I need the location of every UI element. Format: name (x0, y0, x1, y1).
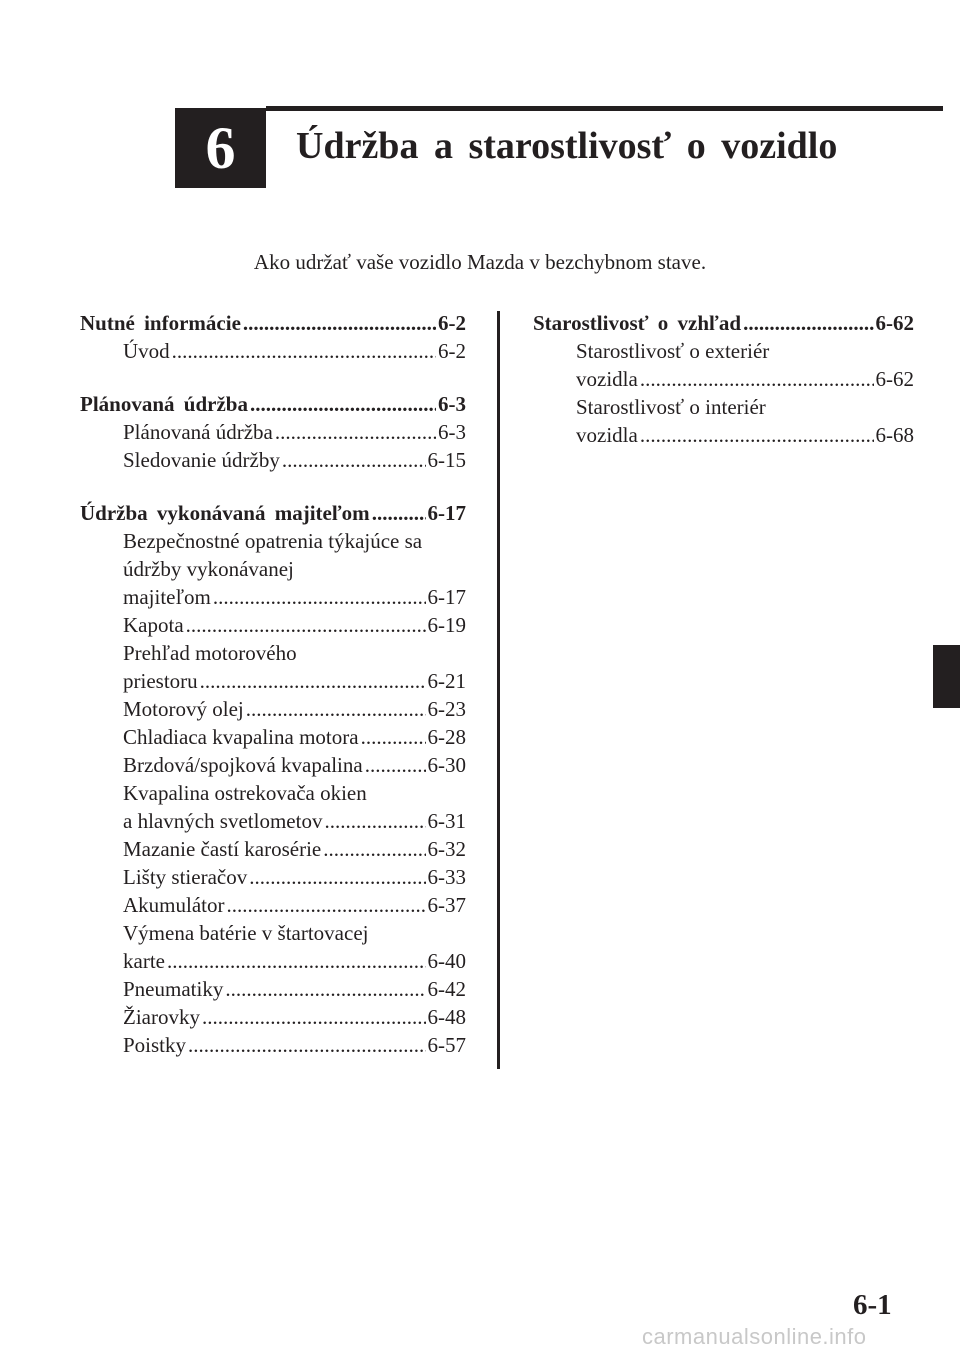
toc-leader-dots (225, 975, 425, 1003)
toc-leader-dots (188, 1031, 425, 1059)
toc-section (533, 309, 914, 449)
toc-heading-title: Plánovaná údržba (80, 392, 248, 416)
toc-entry-page: 6-32 (427, 837, 466, 861)
toc-leader-dots (202, 1003, 426, 1031)
toc-leader-dots (324, 807, 425, 835)
toc-entry[interactable] (80, 835, 466, 863)
toc-entry-row (123, 446, 466, 474)
toc-entry-row (123, 723, 466, 751)
toc-entry-row (123, 418, 466, 446)
toc-entry-title: Lišty stieračov (123, 865, 248, 889)
toc-entry-page: 6-62 (875, 367, 914, 391)
toc-entry-row (123, 1003, 466, 1031)
toc-entry[interactable] (80, 1031, 466, 1059)
toc-entry-line: Starostlivosť o exteriér (576, 339, 770, 363)
column-divider (497, 311, 500, 1069)
toc-entry-title: karte (123, 949, 165, 973)
chapter-number: 6 (205, 114, 236, 181)
toc-entry-line: Starostlivosť o interiér (576, 395, 766, 419)
toc-entry[interactable] (80, 418, 466, 446)
toc-leader-dots (275, 418, 436, 446)
toc-entry-title: Akumulátor (123, 893, 225, 917)
toc-section (80, 309, 466, 365)
chapter-number-box (175, 108, 266, 188)
toc-entry-title: Plánovaná údržba (123, 420, 273, 444)
toc-entry-line: Výmena batérie v štartovacej (123, 921, 369, 945)
toc-entry[interactable] (80, 779, 466, 835)
toc-entry-title: Brzdová/spojková kvapalina (123, 753, 363, 777)
toc-leader-dots (282, 446, 426, 474)
toc-entry-title: Motorový olej (123, 697, 244, 721)
toc-entry-page: 6-68 (875, 423, 914, 447)
toc-entry-line: Bezpečnostné opatrenia týkajúce sa (123, 529, 423, 553)
toc-heading-page: 6-2 (438, 311, 466, 335)
toc-entry-page: 6-19 (427, 613, 466, 637)
toc-entry[interactable] (80, 337, 466, 365)
toc-section-heading[interactable] (80, 390, 466, 418)
toc-heading-page: 6-3 (438, 392, 466, 416)
toc-entry-row (123, 807, 466, 835)
toc-heading-title: Nutné informácie (80, 311, 241, 335)
toc-entry[interactable] (80, 723, 466, 751)
toc-entry-title: Poistky (123, 1033, 187, 1057)
toc-entry[interactable] (80, 891, 466, 919)
toc-entry[interactable] (80, 863, 466, 891)
toc-leader-dots (246, 695, 426, 723)
toc-entry-page: 6-2 (438, 339, 466, 363)
toc-entry-row (123, 863, 466, 891)
toc-entry-row (123, 337, 466, 365)
toc-entry-page: 6-28 (427, 725, 466, 749)
title-rule (266, 106, 943, 111)
toc-leader-dots (323, 835, 425, 863)
toc-entry-row (123, 975, 466, 1003)
toc-entry-title: Úvod (123, 339, 170, 363)
toc-entry-title: priestoru (123, 669, 198, 693)
toc-entry-page: 6-21 (427, 669, 466, 693)
toc-heading-title: Údržba vykonávaná majiteľom (80, 501, 370, 525)
toc-entry[interactable] (80, 446, 466, 474)
toc-entry-row (123, 583, 466, 611)
toc-entry-line: Kvapalina ostrekovača okien (123, 781, 367, 805)
toc-entry-row (123, 751, 466, 779)
toc-entry-page: 6-57 (427, 1033, 466, 1057)
toc-leader-dots (361, 723, 426, 751)
toc-leader-dots (249, 863, 425, 891)
toc-entry-title: vozidla (576, 423, 638, 447)
toc-entry-title: majiteľom (123, 585, 211, 609)
toc-leader-dots (743, 309, 873, 337)
toc-entry-page: 6-42 (427, 977, 466, 1001)
toc-entry[interactable] (80, 611, 466, 639)
toc-entry-line: Prehľad motorového (123, 641, 297, 665)
toc-entry-title: Pneumatiky (123, 977, 224, 1001)
toc-leader-dots (200, 667, 426, 695)
toc-left-column (80, 309, 466, 1084)
toc-entry-row (123, 667, 466, 695)
toc-entry-page: 6-40 (427, 949, 466, 973)
toc-section (80, 390, 466, 474)
toc-entry-title: Mazanie častí karosérie (123, 837, 322, 861)
toc-heading-page: 6-17 (427, 501, 466, 525)
toc-entry[interactable] (80, 975, 466, 1003)
toc-section-heading[interactable] (80, 499, 466, 527)
toc-entry[interactable] (80, 639, 466, 695)
toc-leader-dots (250, 390, 436, 418)
toc-entry-title: vozidla (576, 367, 638, 391)
toc-entry-page: 6-17 (427, 585, 466, 609)
toc-entry-page: 6-30 (427, 753, 466, 777)
chapter-edge-tab (933, 645, 960, 708)
toc-leader-dots (167, 947, 426, 975)
toc-entry[interactable] (80, 751, 466, 779)
toc-leader-dots (226, 891, 425, 919)
toc-entry-page: 6-23 (427, 697, 466, 721)
toc-entry-title: Chladiaca kvapalina motora (123, 725, 359, 749)
toc-entry-title: a hlavných svetlometov (123, 809, 323, 833)
toc-section-heading[interactable] (80, 309, 466, 337)
toc-entry[interactable] (80, 1003, 466, 1031)
toc-section-heading[interactable] (533, 309, 914, 337)
toc-section (80, 499, 466, 1059)
toc-entry-page: 6-37 (427, 893, 466, 917)
toc-leader-dots (172, 337, 436, 365)
toc-entry-title: Žiarovky (123, 1005, 200, 1029)
toc-heading-title: Starostlivosť o vzhľad (533, 311, 742, 335)
toc-entry-row (123, 695, 466, 723)
toc-leader-dots (365, 751, 426, 779)
watermark: carmanualsonline.info (642, 1324, 867, 1349)
toc-entry[interactable] (80, 695, 466, 723)
toc-entry-page: 6-33 (427, 865, 466, 889)
toc-leader-dots (243, 309, 436, 337)
toc-leader-dots (640, 365, 874, 393)
toc-entry-row (576, 421, 914, 449)
toc-entry-title: Sledovanie údržby (123, 448, 280, 472)
toc-entry-page: 6-3 (438, 420, 466, 444)
toc-entry-row (576, 365, 914, 393)
toc-entry[interactable] (80, 919, 466, 975)
toc-leader-dots (640, 421, 874, 449)
toc-entry[interactable] (80, 527, 466, 611)
toc-right-column (533, 309, 914, 474)
toc-entry-row (123, 835, 466, 863)
toc-entry-row (123, 947, 466, 975)
page-number: 6-1 (853, 1289, 892, 1321)
toc-entry-row (123, 1031, 466, 1059)
toc-entry-page: 6-31 (427, 809, 466, 833)
toc-entry-title: Kapota (123, 613, 184, 637)
toc-entry-page: 6-15 (427, 448, 466, 472)
toc-leader-dots (186, 611, 426, 639)
toc-heading-page: 6-62 (875, 311, 914, 335)
toc-leader-dots (213, 583, 426, 611)
toc-entry-line: údržby vykonávanej (123, 557, 294, 581)
chapter-intro: Ako udržať vaše vozidlo Mazda v bezchybnom stave. (253, 250, 707, 274)
toc-entry-row (123, 611, 466, 639)
toc-entry-row (123, 891, 466, 919)
toc-entry[interactable] (533, 393, 914, 449)
chapter-title: Údržba a starostlivosť o vozidlo (296, 125, 838, 167)
toc-entry-page: 6-48 (427, 1005, 466, 1029)
toc-entry[interactable] (533, 337, 914, 393)
toc-leader-dots (372, 499, 426, 527)
